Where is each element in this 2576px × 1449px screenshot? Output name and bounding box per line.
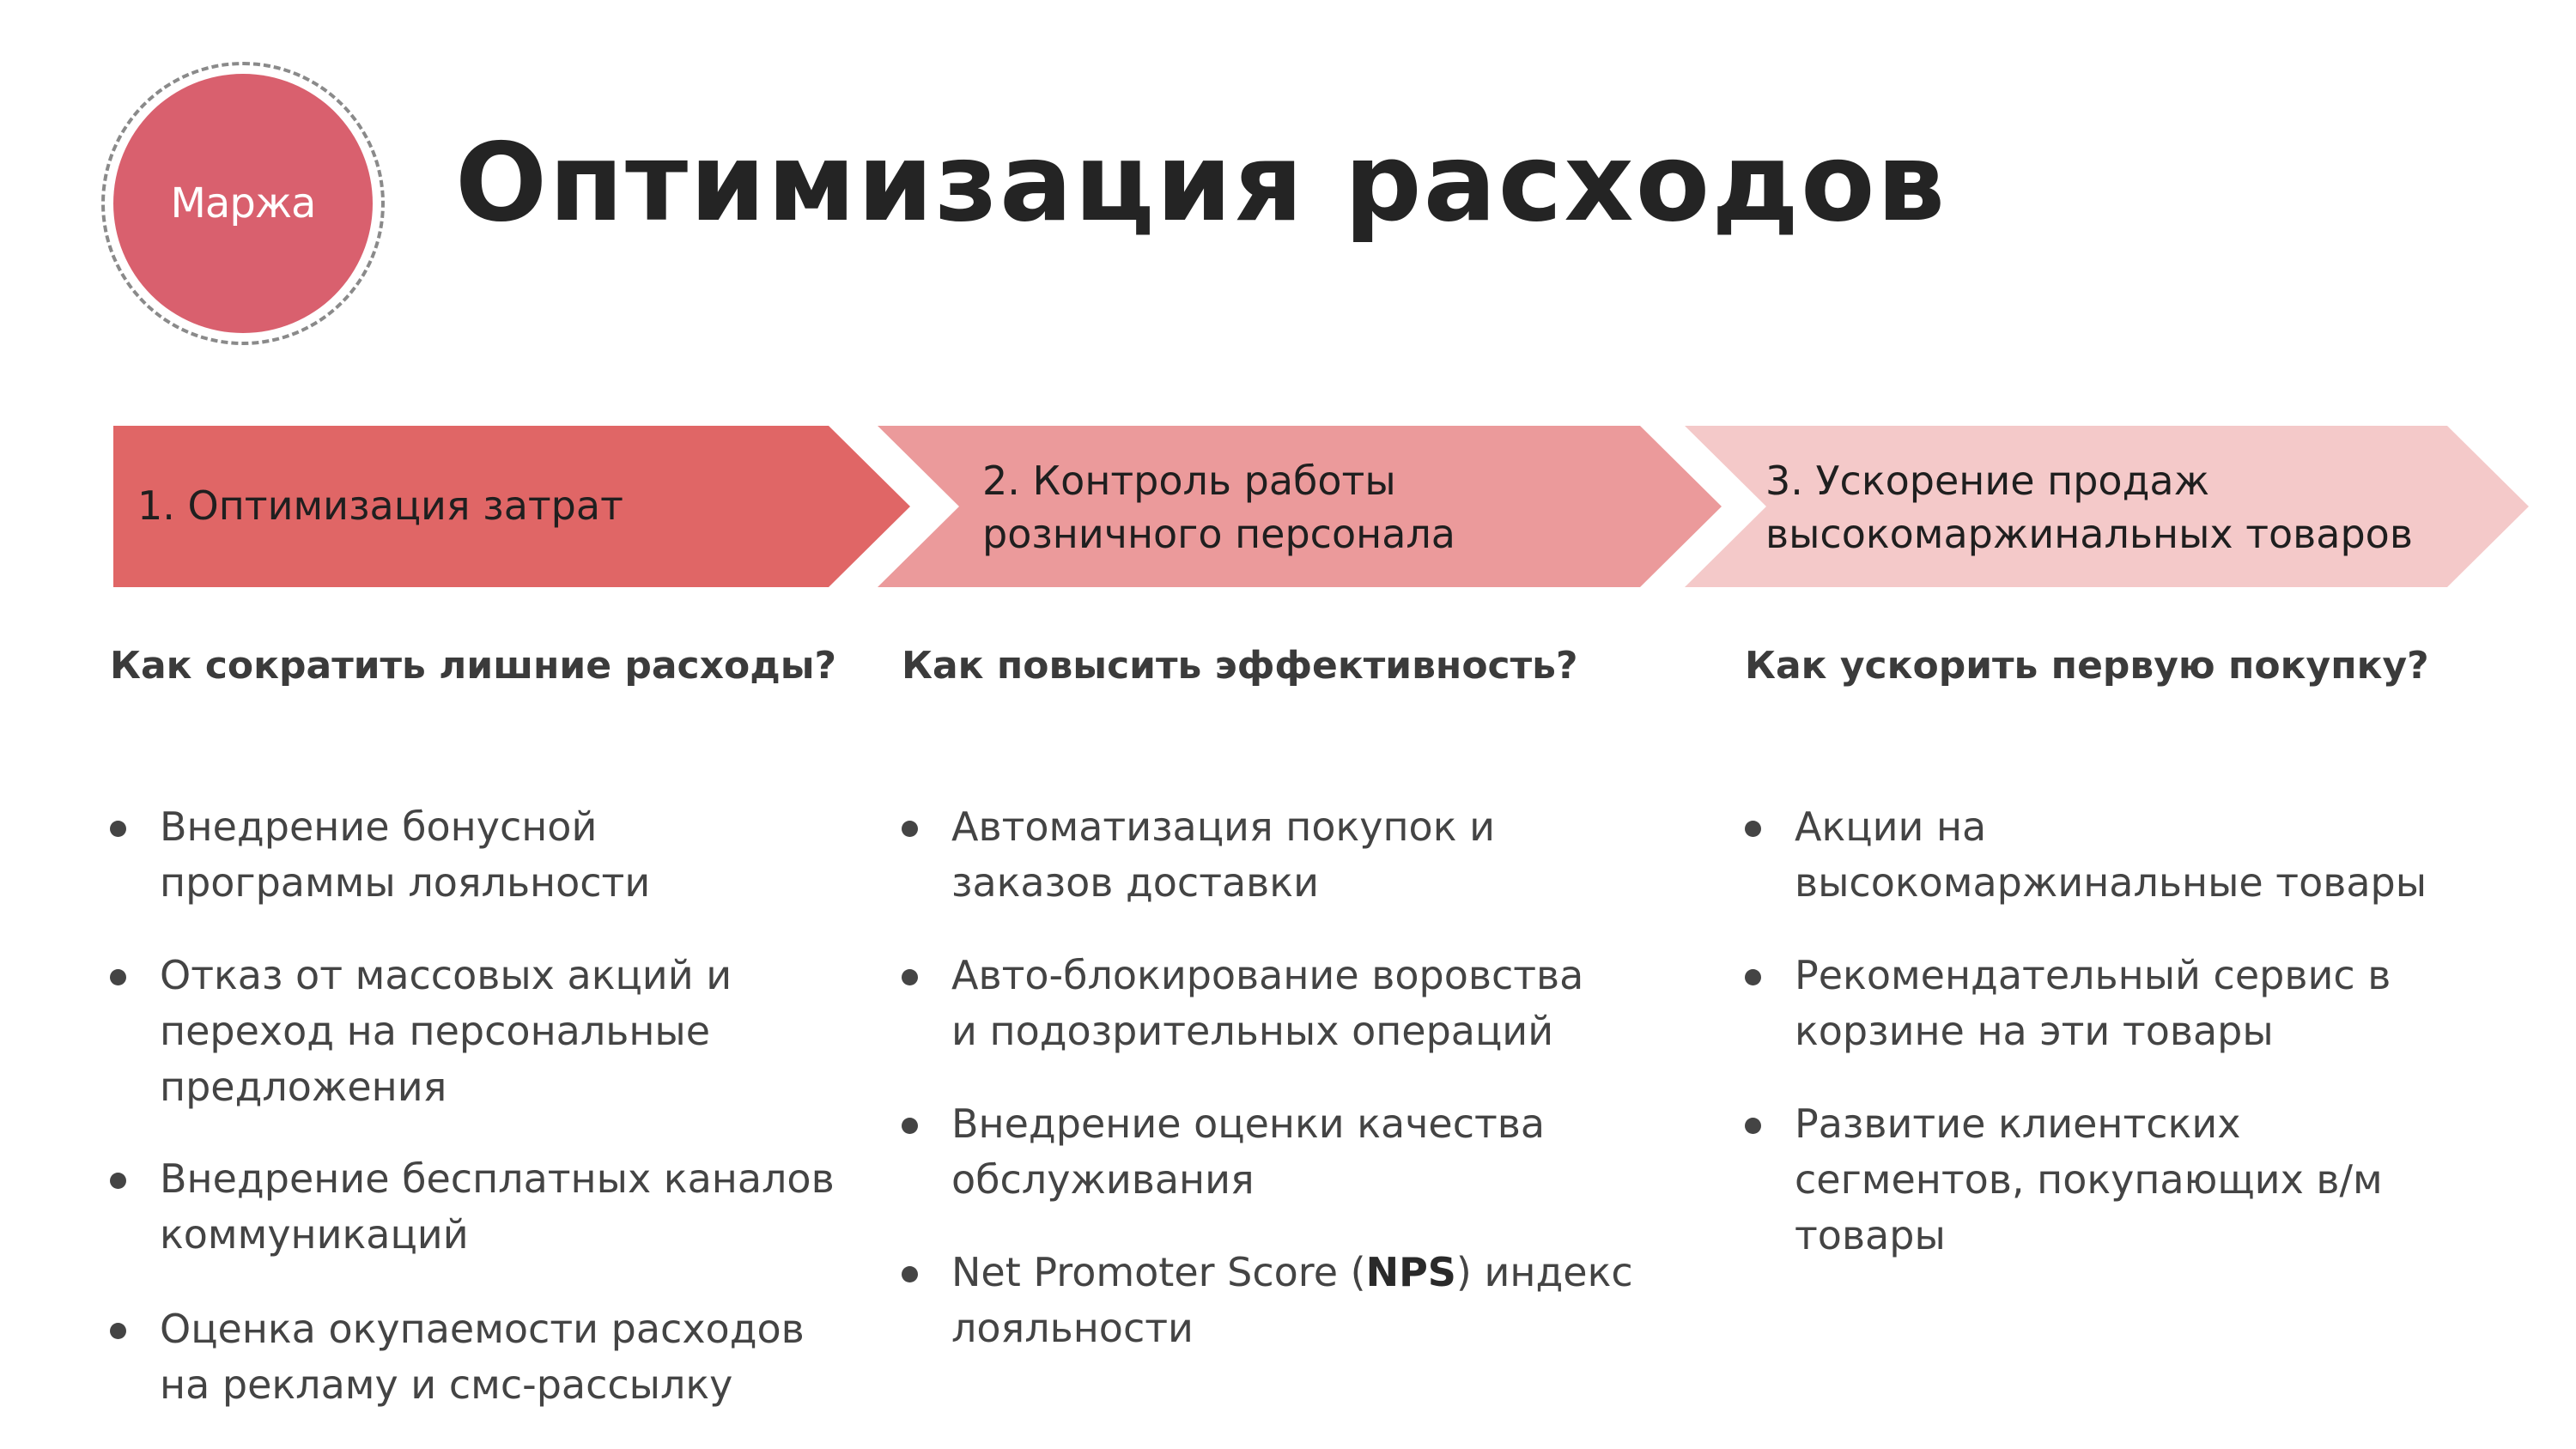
step-1-label [137,479,623,532]
list-item [160,1151,835,1263]
list-item [951,948,1583,1059]
item-line [951,1245,1633,1300]
item-line: корзине на эти товары [1795,1008,2274,1054]
item-line: Внедрение бесплатных каналов [160,1155,835,1202]
item-line: на рекламу и смс-рассылку [160,1361,733,1408]
list-item [1795,948,2391,1059]
badge-label: Маржа [170,179,316,227]
nps-abbreviation: NPS [1365,1249,1456,1295]
item-line: и подозрительных операций [951,1008,1554,1054]
step-3-line-1: 3. Ускорение продаж [1765,458,2210,504]
column-1-question: Как сократить лишние расходы? [110,644,837,688]
column-3-question: Как ускорить первую покупку? [1745,644,2429,688]
list-item [160,799,650,911]
nps-prefix: Net Promoter Score ( [951,1249,1366,1295]
item-line: переход на персональные [160,1008,711,1054]
list-item [160,948,732,1115]
list-item [951,1245,1633,1356]
item-line: Акции на [1795,803,1987,850]
item-line: предложения [160,1064,447,1110]
step-2-line-1: 2. Контроль работы [982,458,1396,504]
item-line: Развитие клиентских [1795,1100,2241,1147]
item-line: Отказ от массовых акций и [160,952,732,998]
nps-suffix: ) индекс [1455,1249,1633,1295]
item-line: лояльности [951,1305,1194,1351]
item-line: Авто-блокирование воровства [951,952,1584,998]
column-1 [110,644,837,1408]
page-title: Оптимизация расходов [455,119,1947,246]
list-item [951,1096,1545,1208]
column-2-question: Как повысить эффективность? [902,644,1578,688]
item-line: Внедрение оценки качества [951,1100,1546,1147]
item-line: заказов доставки [951,859,1319,906]
item-line: сегментов, покупающих в/м [1795,1156,2383,1203]
list-item [951,799,1495,911]
step-3-label [1765,454,2413,561]
list-item [1795,799,2427,911]
item-line: обслуживания [951,1156,1255,1203]
step-2-line-2: розничного персонала [982,511,1455,557]
step-2-label [982,454,1455,561]
item-line: Автоматизация покупок и [951,803,1495,850]
item-line: высокомаржинальные товары [1795,859,2427,906]
item-line: Рекомендательный сервис в [1795,952,2391,998]
item-line: программы лояльности [160,859,651,906]
item-line: Оценка окупаемости расходов [160,1306,805,1352]
item-line: Внедрение бонусной [160,803,598,850]
list-item [1795,1096,2383,1264]
list-item [160,1301,805,1413]
column-2 [902,644,1633,1351]
item-line: коммуникаций [160,1211,469,1258]
step-1-line-1: 1. Оптимизация затрат [137,482,623,529]
step-3-line-2: высокомаржинальных товаров [1765,511,2413,557]
column-3 [1745,644,2429,1258]
item-line: товары [1795,1212,1946,1258]
